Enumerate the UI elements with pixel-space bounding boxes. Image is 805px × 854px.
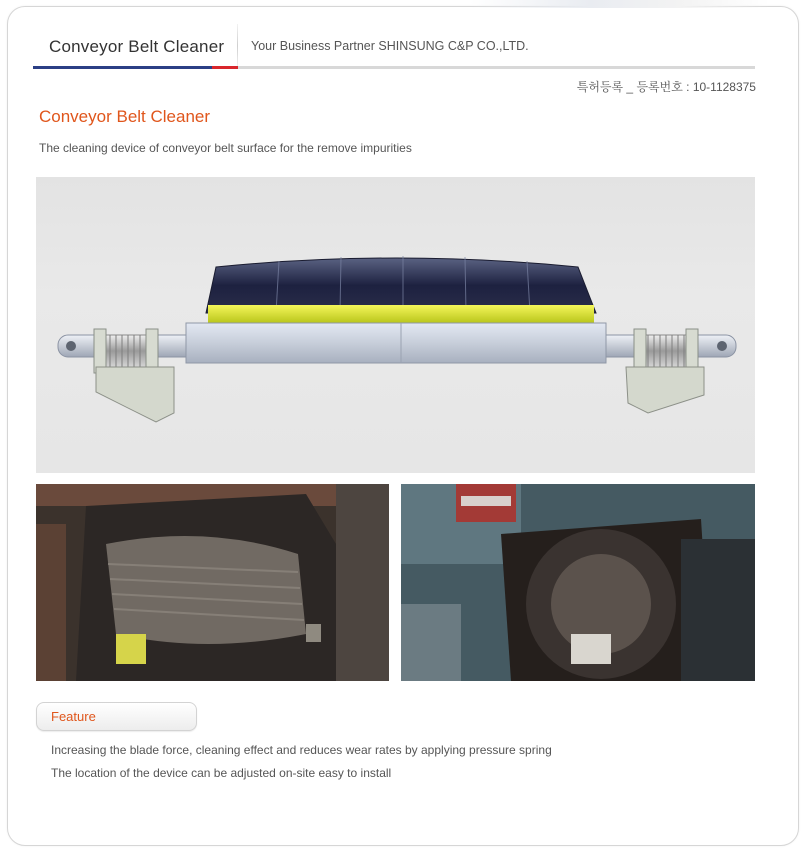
header-title: Conveyor Belt Cleaner xyxy=(49,37,225,56)
feature-label: Feature xyxy=(51,709,96,724)
installation-photo-right xyxy=(401,484,755,681)
header-underline-red xyxy=(212,66,238,69)
feature-item: The location of the device can be adjusted on-site easy to install xyxy=(51,766,392,780)
feature-item: Increasing the blade force, cleaning effect and reduces wear rates by applying pressure spring xyxy=(51,743,552,757)
product-description: The cleaning device of conveyor belt surface for the remove impurities xyxy=(39,141,412,155)
installation-photo-left xyxy=(36,484,389,681)
feature-tab xyxy=(36,702,197,731)
header-subtitle: Your Business Partner SHINSUNG C&P CO.,LTD. xyxy=(251,39,529,53)
patent-number: 특허등록 _ 등록번호 : 10-1128375 xyxy=(576,80,756,94)
product-title: Conveyor Belt Cleaner xyxy=(39,107,211,126)
product-image xyxy=(36,177,755,473)
header-underline-gray xyxy=(238,66,755,69)
header-underline-blue xyxy=(33,66,212,69)
top-decoration xyxy=(470,0,770,8)
header-divider xyxy=(237,24,238,68)
